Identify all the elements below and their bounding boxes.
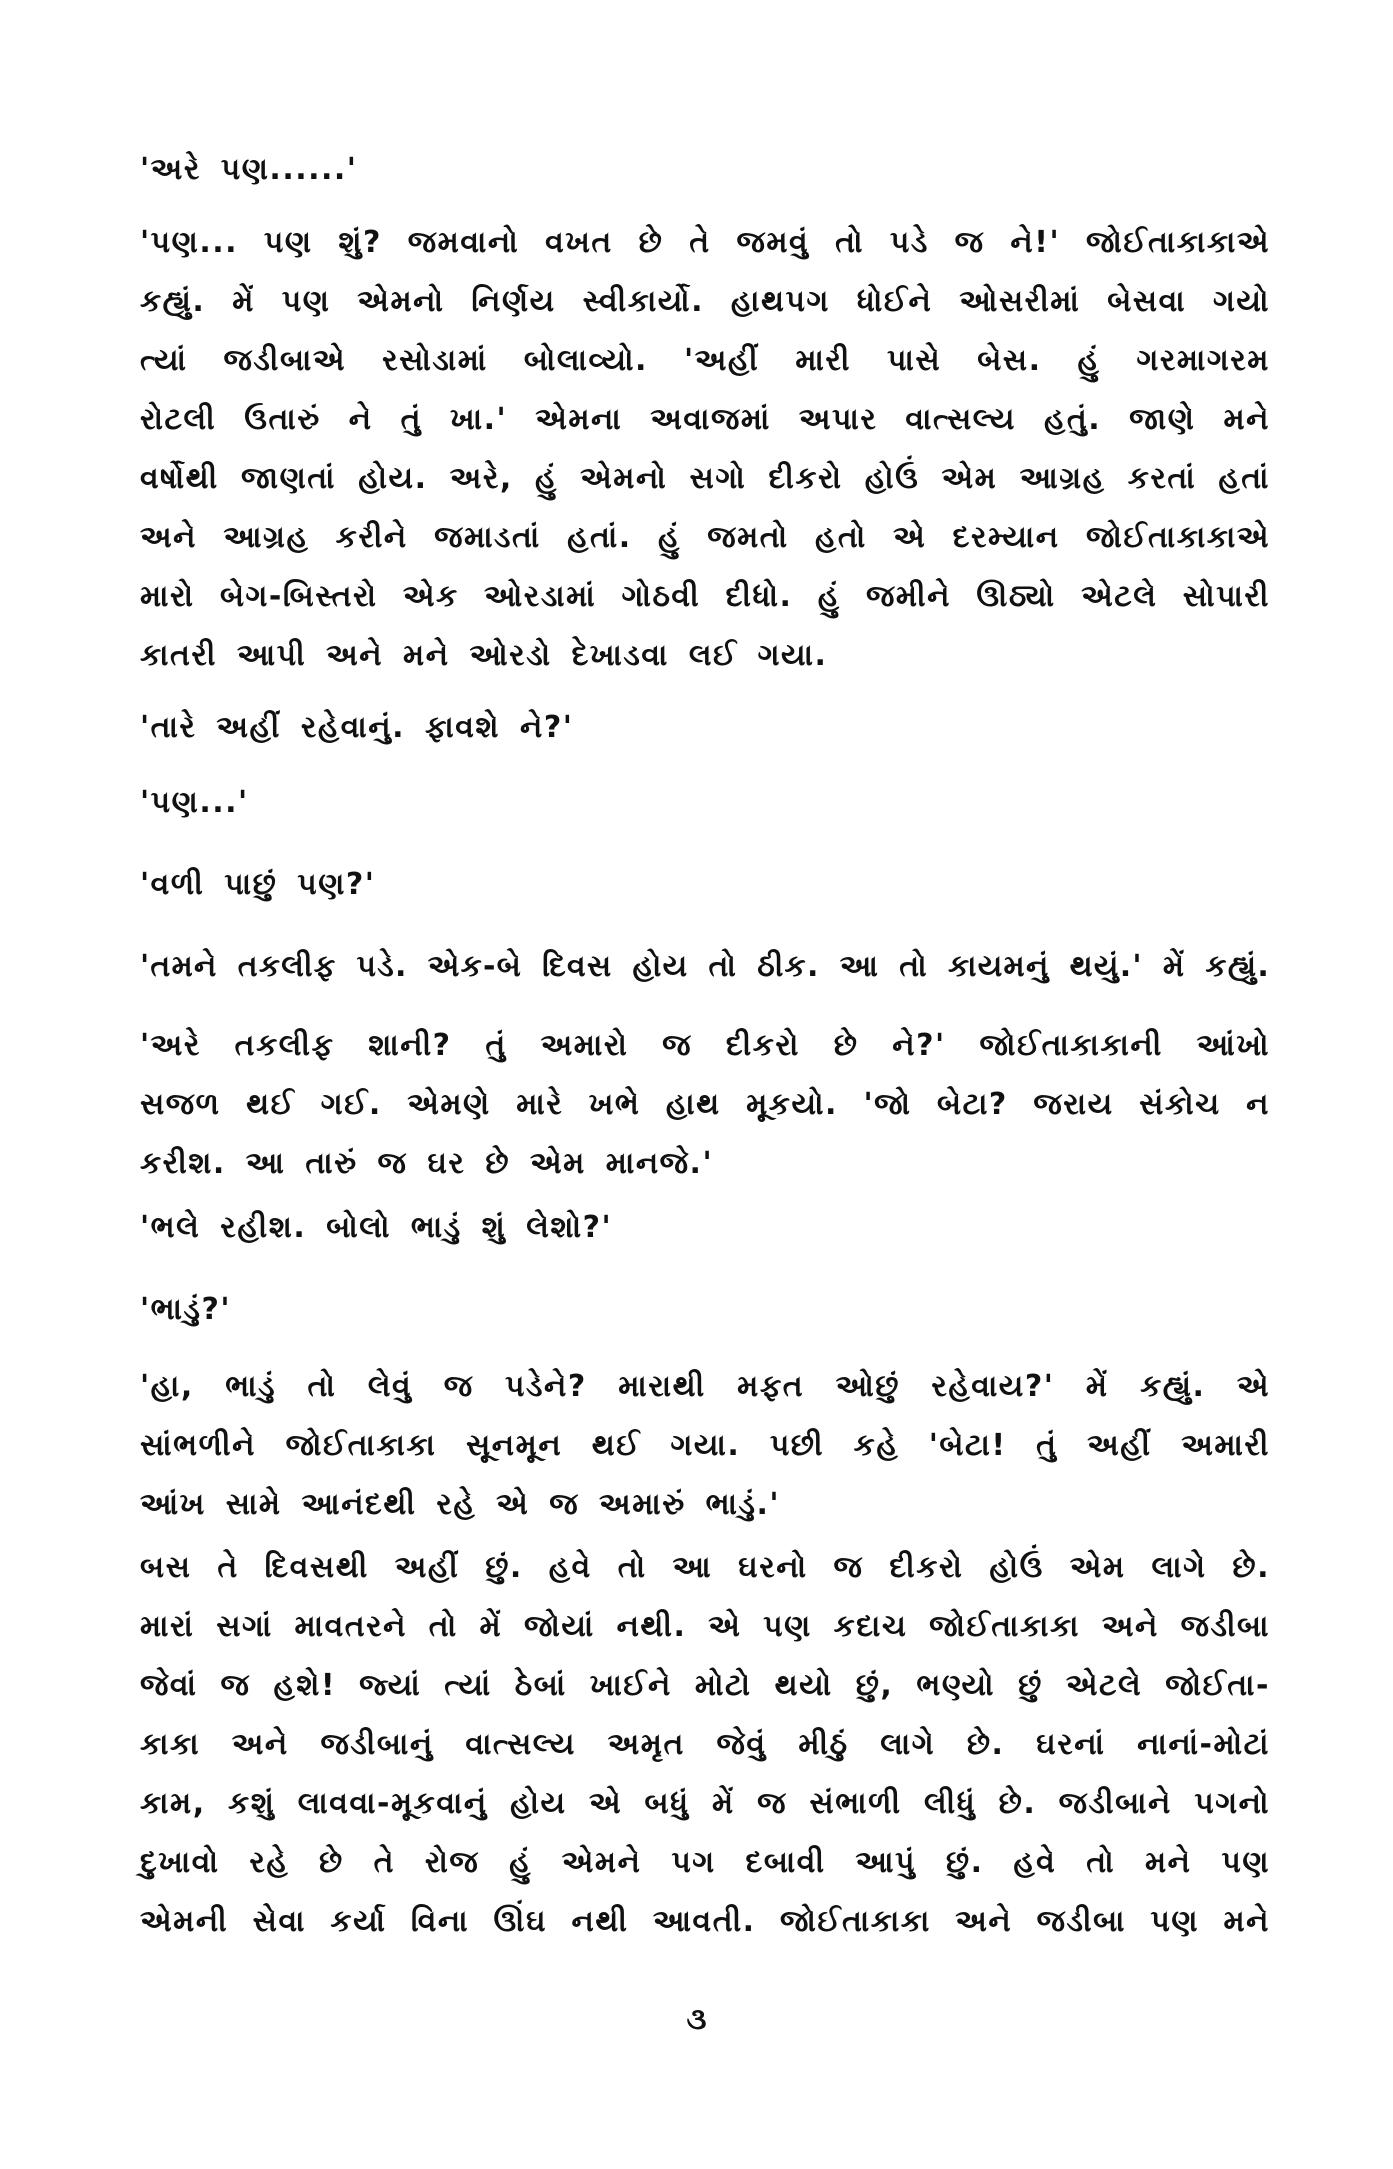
text-line: સાંભળીને જોઈતાકાકા સૂનમૂન થઈ ગયા. પછી કહે 'બેટા! તું અહીં અમારી: [140, 1428, 1270, 1463]
text-line: કાતરી આપી અને મને ઓરડો દેખાડવા લઈ ગયા.: [140, 638, 828, 673]
text-line: 'તારે અહીં રહેવાનું. ફાવશે ને?': [140, 710, 574, 745]
text-line: એમની સેવા કર્યા વિના ઊંઘ નથી આવતી. જોઈતાકાકા અને જડીબા પણ મને: [140, 1904, 1270, 1939]
text-line: રોટલી ઉતારું ને તું ખા.' એમના અવાજમાં અપાર વાત્સલ્ય હતું. જાણે મને: [140, 402, 1270, 437]
paragraph-dialogue-4: [140, 855, 1270, 914]
text-line: 'અરે તકલીફ શાની? તું અમારો જ દીકરો છે ને?' જોઈતાકાકાની આંખો: [140, 1028, 1270, 1063]
page-number: ૩: [686, 2002, 707, 2037]
text-line: દુખાવો રહે છે તે રોજ હું એમને પગ દબાવી આપું છું. હવે તો મને પણ: [140, 1845, 1270, 1880]
text-line: સજળ થઈ ગઈ. એમણે મારે ખભે હાથ મૂકયો. 'જો બેટા? જરાય સંકોચ ન: [140, 1087, 1270, 1122]
text-line: મારો બેગ-બિસ્તરો એક ઓરડામાં ગોઠવી દીધો. હું જમીને ઊઠ્યો એટલે સોપારી: [140, 579, 1270, 614]
text-line: 'ભાડું?': [140, 1292, 232, 1327]
paragraph-dialogue-5: [140, 937, 1270, 996]
paragraph-since-that-day: [140, 1538, 1270, 1951]
text-line: 'તમને તકલીફ પડે. એક-બે દિવસ હોય તો ઠીક. આ તો કાયમનું થયું.' મેં કહ્યું.: [140, 949, 1270, 984]
text-line: મારાં સગાં માવતરને તો મેં જોયાં નથી. એ પણ કદાચ જોઈતાકાકા અને જડીબા: [140, 1609, 1270, 1644]
text-line: 'પણ...': [140, 785, 249, 820]
paragraph-rent: [140, 1357, 1270, 1534]
text-line: બસ તે દિવસથી અહીં છું. હવે તો આ ઘરનો જ દીકરો હોઉં એમ લાગે છે.: [140, 1550, 1270, 1585]
text-line: કાકા અને જડીબાનું વાત્સલ્ય અમૃત જેવું મીઠું લાગે છે. ઘરનાં નાનાં-મોટાં: [140, 1727, 1270, 1762]
text-line: કરીશ. આ તારું જ ઘર છે એમ માનજે.': [140, 1146, 714, 1181]
text-line: ત્યાં જડીબાએ રસોડામાં બોલાવ્યો. 'અહીં મારી પાસે બેસ. હું ગરમાગરમ: [140, 343, 1270, 378]
text-line: 'વળી પાછું પણ?': [140, 867, 376, 902]
paragraph-dinner: [140, 213, 1270, 685]
paragraph-dialogue-7: [140, 1198, 1270, 1257]
text-line: 'ભલે રહીશ. બોલો ભાડું શું લેશો?': [140, 1210, 613, 1245]
text-line: વર્ષોથી જાણતાં હોય. અરે, હું એમનો સગો દીકરો હોઉં એમ આગ્રહ કરતાં હતાં: [140, 461, 1270, 496]
text-line: 'પણ... પણ શું? જમવાનો વખત છે તે જમવું તો પડે જ ને!' જોઈતાકાકાએ: [140, 225, 1270, 260]
text-line: જેવાં જ હશે! જ્યાં ત્યાં ઠેબાં ખાઈને મોટો થયો છું, ભણ્યો છું એટલે જોઈતા-: [140, 1668, 1270, 1703]
text-line: કામ, કશું લાવવા-મૂકવાનું હોય એ બધું મેં જ સંભાળી લીધું છે. જડીબાને પગનો: [140, 1786, 1270, 1821]
text-line: આંખ સામે આનંદથી રહે એ જ અમારું ભાડું.': [140, 1487, 781, 1522]
text-line: કહ્યું. મેં પણ એમનો નિર્ણય સ્વીકાર્યો. હાથપગ ધોઈને ઓસરીમાં બેસવા ગયો: [140, 284, 1270, 319]
paragraph-dialogue-3: [140, 773, 1270, 832]
paragraph-dialogue-2: [140, 698, 1270, 757]
text-line: અને આગ્રહ કરીને જમાડતાં હતાં. હું જમતો હતો એ દરમ્યાન જોઈતાકાકાએ: [140, 520, 1270, 555]
text-line: 'અરે પણ......': [140, 152, 358, 187]
text-line: 'હા, ભાડું તો લેવું જ પડેને? મારાથી મફત ઓછું રહેવાય?' મેં કહ્યું. એ: [140, 1369, 1270, 1404]
paragraph-dialogue-6: [140, 1016, 1270, 1193]
paragraph-dialogue-1: [140, 140, 1270, 199]
paragraph-dialogue-8: [140, 1280, 1270, 1339]
